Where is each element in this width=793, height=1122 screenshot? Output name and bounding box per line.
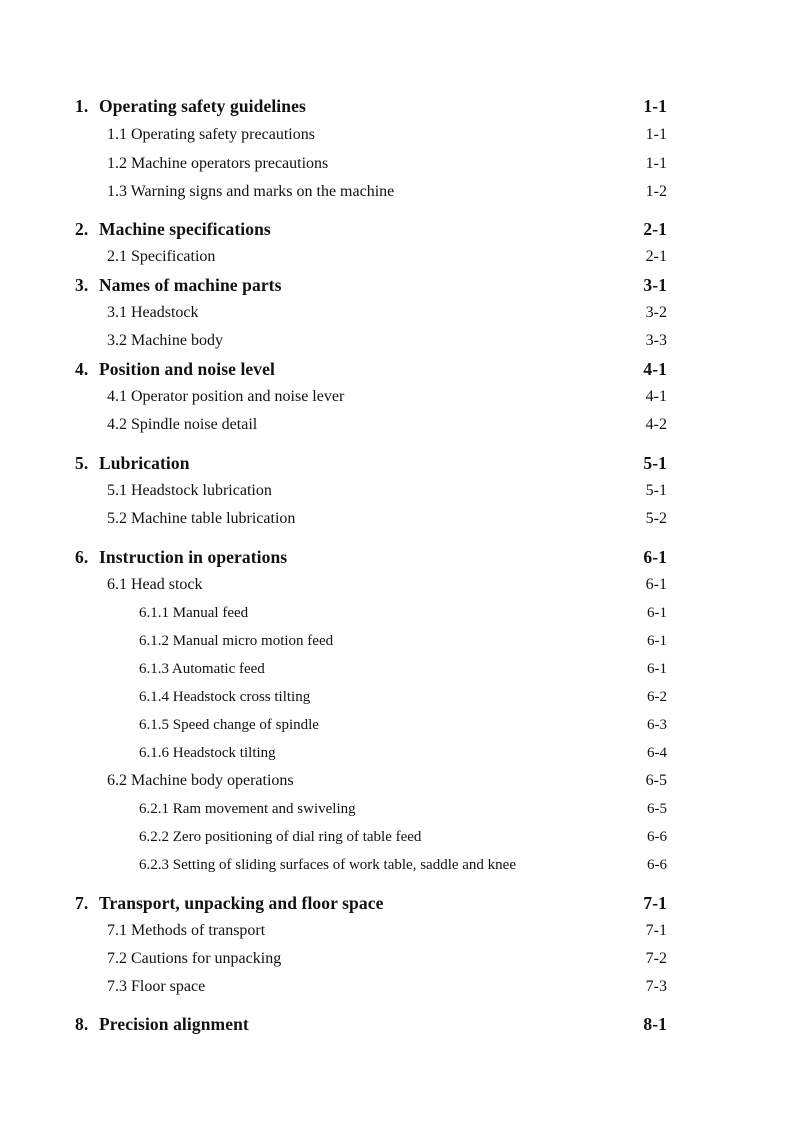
toc-page-number: 8-1 [643,1014,667,1034]
toc-section-row [0,301,793,325]
toc-entry-title: 6.1 Head stock [107,576,203,593]
toc-entry-title: 6.2.3 Setting of sliding surfaces of work table, saddle and knee [139,857,516,873]
toc-entry-title: 6.1.3 Automatic feed [139,661,265,677]
toc-chapter-row [0,1012,793,1036]
toc-sub-row [0,601,793,625]
toc-section-row [0,329,793,353]
toc-entry-title: 5.2 Machine table lubrication [107,510,296,527]
toc-entry-title: 2.1 Specification [107,248,216,265]
toc-section-row [0,769,793,793]
toc-entry-title: 3.2 Machine body [107,332,223,349]
chapter-title: Position and noise level [99,359,275,379]
toc-page-number: 5-1 [645,482,667,499]
toc-sub-row [0,685,793,709]
chapter-number: 7. [75,893,89,913]
toc-chapter-row [0,545,793,569]
toc-entry-title: 7.3 Floor space [107,978,206,995]
toc-entry-title: 6.1.5 Speed change of spindle [139,717,319,733]
toc-section-row [0,573,793,597]
chapter-number: 2. [75,219,89,239]
toc-entry-title: 6.1.6 Headstock tilting [139,745,276,761]
toc-section-row [0,413,793,437]
toc-sub-row [0,657,793,681]
chapter-title: Instruction in operations [99,547,288,567]
toc-entry-title: 5.1 Headstock lubrication [107,482,272,499]
toc-entry-title: 3.1 Headstock [107,304,199,321]
toc-sub-row [0,853,793,877]
toc-page-number: 6-1 [647,633,667,649]
chapter-number: 4. [75,359,89,379]
chapter-number: 3. [75,275,89,295]
chapter-number: 6. [75,547,89,567]
toc-page-number: 4-1 [643,359,667,379]
chapter-title: Names of machine parts [99,275,282,295]
chapter-title: Lubrication [99,453,190,473]
toc-entry-title [75,545,287,569]
toc-page-number: 3-2 [645,304,667,321]
toc-entry-title [75,891,383,915]
toc-chapter-row [0,891,793,915]
toc-entry-title: 7.2 Cautions for unpacking [107,950,282,967]
toc-sub-row [0,797,793,821]
toc-page-number: 6-4 [647,745,667,761]
toc-page-number: 4-1 [645,388,667,405]
toc-page-number: 6-3 [647,717,667,733]
toc-page-number: 1-1 [645,126,667,143]
toc-entry-title: 6.2 Machine body operations [107,772,294,789]
toc-page-number: 7-3 [645,978,667,995]
toc-sub-row [0,713,793,737]
toc-section-row [0,947,793,971]
toc-section-row [0,123,793,147]
toc-entry-title [75,94,306,118]
toc-chapter-row [0,94,793,118]
toc-section-row [0,180,793,204]
toc-section-row [0,919,793,943]
toc-entry-title [75,1012,249,1036]
chapter-title: Precision alignment [99,1014,249,1034]
toc-page-number: 5-2 [645,510,667,527]
chapter-title: Machine specifications [99,219,271,239]
chapter-title: Operating safety guidelines [99,96,306,116]
toc-entry-title [75,273,282,297]
toc-sub-row [0,629,793,653]
toc-section-row [0,975,793,999]
toc-entry-title [75,451,190,475]
toc-section-row [0,385,793,409]
toc-entry-title: 1.1 Operating safety precautions [107,126,315,143]
toc-page-number: 4-2 [645,416,667,433]
chapter-number: 8. [75,1014,89,1034]
toc-page-number: 6-6 [647,857,667,873]
chapter-number: 5. [75,453,89,473]
toc-page-number: 6-2 [647,689,667,705]
toc-page-number: 2-1 [643,219,667,239]
chapter-title: Transport, unpacking and floor space [99,893,384,913]
toc-page-number: 6-1 [647,661,667,677]
toc-entry-title: 6.1.1 Manual feed [139,605,249,621]
toc-page-number: 5-1 [643,453,667,473]
toc-sub-row [0,741,793,765]
toc-entry-title: 6.1.4 Headstock cross tilting [139,689,311,705]
toc-chapter-row [0,217,793,241]
toc-section-row [0,507,793,531]
toc-page-number: 6-5 [647,801,667,817]
chapter-number: 1. [75,96,89,116]
toc-entry-title [75,217,271,241]
toc-page-number: 1-1 [643,96,667,116]
toc-entry-title: 6.2.2 Zero positioning of dial ring of table feed [139,829,422,845]
toc-page-number: 3-3 [645,332,667,349]
toc-chapter-row [0,273,793,297]
toc-section-row [0,245,793,269]
toc-page-number: 1-2 [645,183,667,200]
toc-sub-row [0,825,793,849]
toc-page-number: 6-1 [643,547,667,567]
toc-chapter-row [0,357,793,381]
toc-page-number: 6-5 [645,772,667,789]
toc-page-number: 3-1 [643,275,667,295]
toc-entry-title: 6.1.2 Manual micro motion feed [139,633,334,649]
toc-entry-title: 1.2 Machine operators precautions [107,155,329,172]
toc-entry-title: 6.2.1 Ram movement and swiveling [139,801,356,817]
toc-page-number: 7-1 [643,893,667,913]
toc-section-row [0,479,793,503]
toc-page-number: 7-2 [645,950,667,967]
toc-entry-title [75,357,275,381]
toc-entry-title: 4.2 Spindle noise detail [107,416,258,433]
toc-entry-title: 7.1 Methods of transport [107,922,266,939]
toc-page-number: 7-1 [645,922,667,939]
toc-section-row [0,152,793,176]
toc-page-number: 2-1 [645,248,667,265]
toc-chapter-row [0,451,793,475]
toc-entry-title: 1.3 Warning signs and marks on the machine [107,183,395,200]
toc-entry-title: 4.1 Operator position and noise lever [107,388,345,405]
toc-page-number: 6-1 [647,605,667,621]
toc-page-number: 6-1 [645,576,667,593]
toc-page-number: 1-1 [645,155,667,172]
toc-page-number: 6-6 [647,829,667,845]
